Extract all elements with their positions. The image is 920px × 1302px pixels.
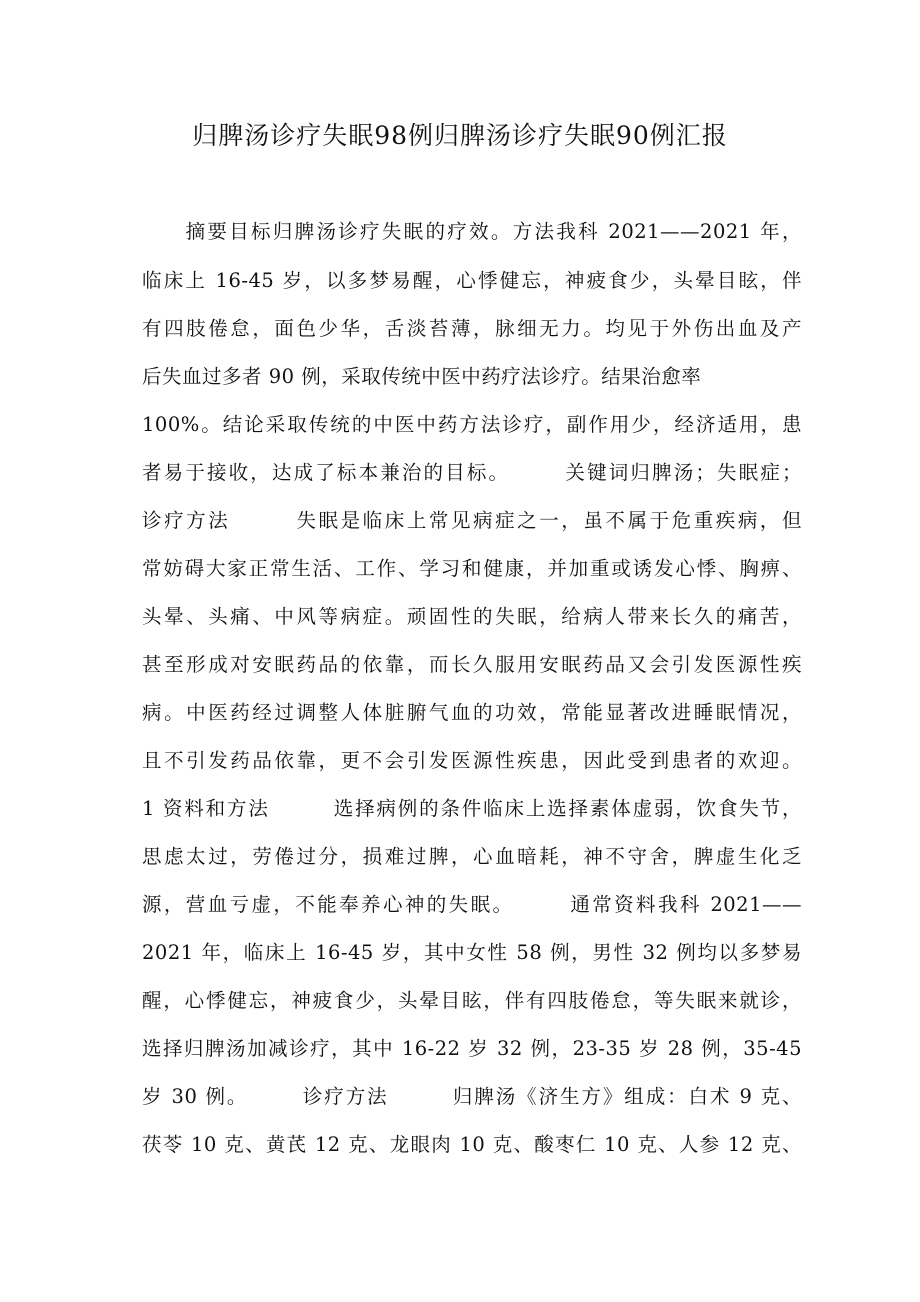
body-line-9: 头晕、头痛、中风等病症。顽固性的失眠，给病人带来长久的痛苦， bbox=[142, 605, 802, 628]
body-line-17: 醒，心悸健忘，神疲食少，头晕目眩，伴有四肢倦怠，等失眠来就诊， bbox=[142, 989, 802, 1012]
body-line-18: 选择归脾汤加减诊疗，其中 16-22 岁 32 例，23-35 岁 28 例，35-45 bbox=[142, 1037, 802, 1060]
body-line-15: 源，营血亏虚，不能奉养心神的失眠。 通常资料我科 2021—— bbox=[142, 893, 802, 916]
body-line-3: 有四肢倦怠，面色少华，舌淡苔薄，脉细无力。均见于外伤出血及产 bbox=[142, 317, 802, 340]
body-line-7: 诊疗方法 失眠是临床上常见病症之一，虽不属于危重疾病，但 bbox=[142, 509, 802, 532]
body-line-16: 2021 年，临床上 16-45 岁，其中女性 58 例，男性 32 例均以多梦易 bbox=[142, 941, 802, 964]
body-line-13: 1 资料和方法 选择病例的条件临床上选择素体虚弱，饮食失节， bbox=[142, 797, 802, 820]
body-line-20: 茯苓 10 克、黄芪 12 克、龙眼肉 10 克、酸枣仁 10 克、人参 12 克、 bbox=[142, 1133, 802, 1156]
body-line-1: 摘要目标归脾汤诊疗失眠的疗效。方法我科 2021——2021 年， bbox=[142, 220, 802, 243]
body-line-14: 思虑太过，劳倦过分，损难过脾，心血暗耗，神不守舍，脾虚生化乏 bbox=[142, 845, 802, 868]
body-line-19: 岁 30 例。 诊疗方法 归脾汤《济生方》组成：白术 9 克、 bbox=[142, 1085, 802, 1108]
body-line-8: 常妨碍大家正常生活、工作、学习和健康，并加重或诱发心悸、胸痹、 bbox=[142, 557, 802, 580]
body-line-4: 后失血过多者 90 例，采取传统中医中药疗法诊疗。结果治愈率 bbox=[142, 365, 702, 388]
body-line-12: 且不引发药品依靠，更不会引发医源性疾患，因此受到患者的欢迎。 bbox=[142, 749, 802, 772]
body-line-5: 100%。结论采取传统的中医中药方法诊疗，副作用少，经济适用，患 bbox=[142, 413, 802, 436]
body-line-11: 病。中医药经过调整人体脏腑气血的功效，常能显著改进睡眠情况， bbox=[142, 701, 802, 724]
body-line-6: 者易于接收，达成了标本兼治的目标。 关键词归脾汤；失眠症； bbox=[142, 461, 802, 484]
body-line-2: 临床上 16-45 岁，以多梦易醒，心悸健忘，神疲食少，头晕目眩，伴 bbox=[142, 269, 802, 292]
document-title: 归脾汤诊疗失眠98例归脾汤诊疗失眠90例汇报 bbox=[192, 121, 728, 150]
body-line-10: 甚至形成对安眠药品的依靠，而长久服用安眠药品又会引发医源性疾 bbox=[142, 653, 802, 676]
